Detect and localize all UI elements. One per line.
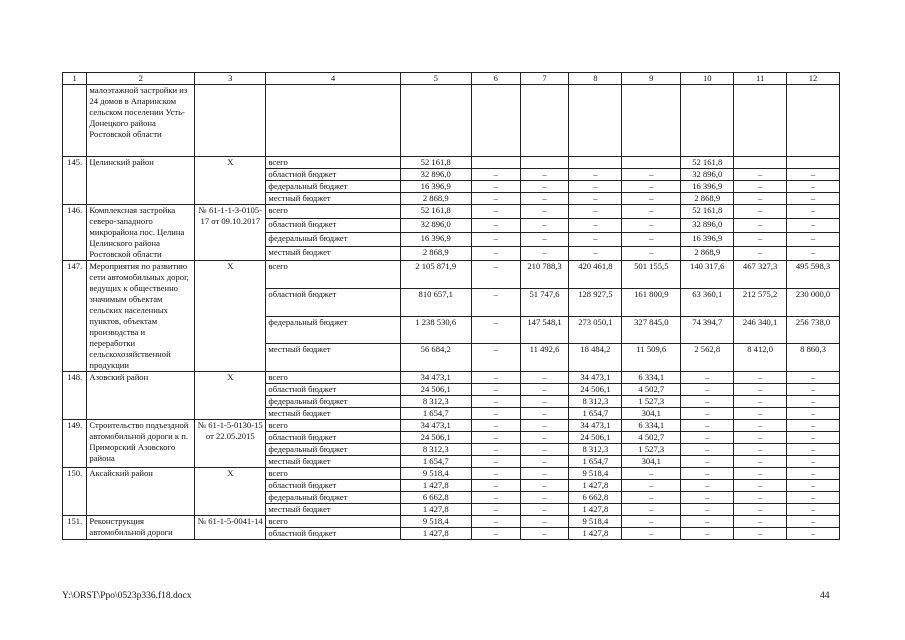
amount-cell: 34 473,1: [400, 372, 471, 384]
amount-cell: –: [569, 219, 622, 233]
document-reference: Х: [195, 261, 266, 372]
amount-cell: –: [787, 444, 840, 456]
table-row: [63, 372, 840, 384]
amount-cell: 32 896,0: [681, 169, 734, 181]
amount-cell: –: [787, 219, 840, 233]
item-name: Азовский район: [87, 372, 195, 420]
funding-source: всего: [266, 157, 400, 169]
amount-cell: –: [734, 528, 787, 540]
amount-cell: 52 161,8: [400, 205, 471, 219]
amount-cell: 9 518,4: [400, 468, 471, 480]
table-row: [63, 261, 840, 289]
amount-cell: –: [787, 420, 840, 432]
funding-source: местный бюджет: [266, 247, 400, 261]
column-number-header: 9: [622, 73, 681, 85]
amount-cell: 32 896,0: [681, 219, 734, 233]
amount-cell: –: [520, 480, 569, 492]
table-row: [63, 516, 840, 528]
amount-cell: –: [787, 432, 840, 444]
amount-cell: 8 860,3: [787, 344, 840, 372]
amount-cell: –: [734, 219, 787, 233]
amount-cell: 2 868,9: [400, 247, 471, 261]
amount-cell: –: [734, 468, 787, 480]
funding-source: всего: [266, 261, 400, 289]
amount-cell: –: [520, 205, 569, 219]
amount-cell: 420 461,8: [569, 261, 622, 289]
amount-cell: [569, 85, 622, 157]
amount-cell: –: [520, 504, 569, 516]
amount-cell: –: [681, 504, 734, 516]
amount-cell: –: [787, 468, 840, 480]
amount-cell: –: [569, 233, 622, 247]
amount-cell: 1 427,8: [569, 528, 622, 540]
amount-cell: 4 502,7: [622, 432, 681, 444]
amount-cell: –: [471, 384, 520, 396]
amount-cell: –: [681, 384, 734, 396]
amount-cell: [681, 85, 734, 157]
amount-cell: –: [471, 420, 520, 432]
amount-cell: –: [734, 432, 787, 444]
amount-cell: 52 161,8: [400, 157, 471, 169]
item-name: Целинский район: [87, 157, 195, 205]
amount-cell: 1 527,3: [622, 444, 681, 456]
amount-cell: –: [622, 193, 681, 205]
table-header-row: [63, 73, 840, 85]
amount-cell: –: [787, 516, 840, 528]
amount-cell: 1 654,7: [569, 408, 622, 420]
footer-page-number: 44: [820, 591, 830, 601]
amount-cell: 2 868,9: [681, 247, 734, 261]
amount-cell: –: [471, 233, 520, 247]
amount-cell: 147 548,1: [520, 316, 569, 344]
amount-cell: –: [622, 233, 681, 247]
amount-cell: –: [622, 205, 681, 219]
amount-cell: 9 518,4: [569, 516, 622, 528]
amount-cell: –: [734, 480, 787, 492]
amount-cell: –: [622, 492, 681, 504]
amount-cell: –: [471, 396, 520, 408]
funding-source: местный бюджет: [266, 344, 400, 372]
amount-cell: –: [787, 504, 840, 516]
amount-cell: –: [471, 193, 520, 205]
column-number-header: 11: [734, 73, 787, 85]
amount-cell: –: [471, 169, 520, 181]
amount-cell: 1 427,8: [569, 480, 622, 492]
amount-cell: 327 845,0: [622, 316, 681, 344]
amount-cell: –: [787, 205, 840, 219]
amount-cell: 6 334,1: [622, 372, 681, 384]
funding-source: областной бюджет: [266, 480, 400, 492]
amount-cell: 56 684,2: [400, 344, 471, 372]
funding-source: областной бюджет: [266, 528, 400, 540]
column-number-header: 6: [471, 73, 520, 85]
amount-cell: 51 747,6: [520, 288, 569, 316]
document-reference: Х: [195, 157, 266, 205]
amount-cell: 1 427,8: [400, 528, 471, 540]
amount-cell: –: [734, 516, 787, 528]
column-number-header: 8: [569, 73, 622, 85]
amount-cell: 246 340,1: [734, 316, 787, 344]
amount-cell: –: [681, 528, 734, 540]
amount-cell: 8 312,3: [569, 444, 622, 456]
amount-cell: 304,1: [622, 408, 681, 420]
amount-cell: –: [787, 247, 840, 261]
amount-cell: –: [681, 492, 734, 504]
amount-cell: –: [787, 480, 840, 492]
amount-cell: 2 868,9: [400, 193, 471, 205]
funding-source: [266, 85, 400, 157]
funding-source: областной бюджет: [266, 384, 400, 396]
amount-cell: –: [471, 247, 520, 261]
amount-cell: –: [520, 233, 569, 247]
funding-source: местный бюджет: [266, 504, 400, 516]
amount-cell: 32 896,0: [400, 219, 471, 233]
amount-cell: 161 800,9: [622, 288, 681, 316]
amount-cell: –: [734, 492, 787, 504]
amount-cell: [471, 85, 520, 157]
item-number: 147.: [63, 261, 87, 372]
funding-source: всего: [266, 420, 400, 432]
amount-cell: –: [787, 372, 840, 384]
amount-cell: –: [787, 169, 840, 181]
amount-cell: 230 000,0: [787, 288, 840, 316]
amount-cell: –: [569, 193, 622, 205]
amount-cell: 1 654,7: [400, 456, 471, 468]
amount-cell: 8 312,3: [400, 444, 471, 456]
amount-cell: –: [520, 516, 569, 528]
amount-cell: 8 312,3: [400, 396, 471, 408]
amount-cell: –: [471, 205, 520, 219]
funding-source: федеральный бюджет: [266, 233, 400, 247]
amount-cell: –: [681, 516, 734, 528]
amount-cell: 74 394,7: [681, 316, 734, 344]
amount-cell: 34 473,1: [569, 420, 622, 432]
funding-source: местный бюджет: [266, 193, 400, 205]
column-number-header: 1: [63, 73, 87, 85]
item-name: малоэтажной застройки из 24 домов в Апаринском сельском поселении Усть-Донецкого района Ростовской области: [87, 85, 195, 157]
amount-cell: 128 927,5: [569, 288, 622, 316]
amount-cell: –: [734, 396, 787, 408]
amount-cell: –: [569, 169, 622, 181]
amount-cell: –: [681, 456, 734, 468]
amount-cell: 4 502,7: [622, 384, 681, 396]
document-reference: № 61-1-5-0041-14: [195, 516, 266, 540]
amount-cell: –: [471, 516, 520, 528]
amount-cell: 467 327,3: [734, 261, 787, 289]
table-row: [63, 205, 840, 219]
budget-table: [62, 72, 840, 540]
document-reference: [195, 85, 266, 157]
table-row: [63, 85, 840, 157]
amount-cell: –: [681, 372, 734, 384]
amount-cell: 140 317,6: [681, 261, 734, 289]
item-number: 145.: [63, 157, 87, 205]
amount-cell: 34 473,1: [400, 420, 471, 432]
amount-cell: –: [520, 193, 569, 205]
amount-cell: –: [520, 408, 569, 420]
amount-cell: –: [471, 408, 520, 420]
amount-cell: 8 312,3: [569, 396, 622, 408]
amount-cell: –: [622, 480, 681, 492]
amount-cell: 6 662,8: [569, 492, 622, 504]
funding-source: местный бюджет: [266, 456, 400, 468]
amount-cell: –: [734, 181, 787, 193]
amount-cell: 24 506,1: [400, 384, 471, 396]
amount-cell: [734, 85, 787, 157]
amount-cell: –: [681, 396, 734, 408]
amount-cell: –: [520, 456, 569, 468]
amount-cell: 11 509,6: [622, 344, 681, 372]
column-number-header: 12: [787, 73, 840, 85]
funding-source: местный бюджет: [266, 408, 400, 420]
amount-cell: 1 654,7: [569, 456, 622, 468]
amount-cell: 210 788,3: [520, 261, 569, 289]
funding-source: областной бюджет: [266, 169, 400, 181]
amount-cell: [787, 85, 840, 157]
column-number-header: 4: [266, 73, 400, 85]
amount-cell: 24 506,1: [400, 432, 471, 444]
item-name: Аксайский район: [87, 468, 195, 516]
amount-cell: [734, 157, 787, 169]
funding-source: всего: [266, 372, 400, 384]
amount-cell: 1 427,8: [400, 480, 471, 492]
table-row: [63, 468, 840, 480]
amount-cell: [400, 85, 471, 157]
funding-source: областной бюджет: [266, 432, 400, 444]
amount-cell: –: [520, 384, 569, 396]
amount-cell: –: [622, 468, 681, 480]
amount-cell: 495 598,3: [787, 261, 840, 289]
amount-cell: 16 396,9: [681, 181, 734, 193]
item-name: Мероприятия по развитию сети автомобильных дорог, ведущих к общественно значимым объектам сельских населенных пунктов, объектам производства и переработки сельскохозяйственной продукции: [87, 261, 195, 372]
amount-cell: –: [734, 456, 787, 468]
amount-cell: 8 412,0: [734, 344, 787, 372]
column-number-header: 2: [87, 73, 195, 85]
amount-cell: –: [787, 181, 840, 193]
amount-cell: –: [734, 444, 787, 456]
amount-cell: –: [569, 205, 622, 219]
amount-cell: 24 506,1: [569, 432, 622, 444]
amount-cell: –: [787, 408, 840, 420]
item-number: 146.: [63, 205, 87, 261]
funding-source: всего: [266, 205, 400, 219]
amount-cell: –: [520, 432, 569, 444]
table-row: [63, 420, 840, 432]
amount-cell: 304,1: [622, 456, 681, 468]
amount-cell: –: [471, 372, 520, 384]
amount-cell: 9 518,4: [400, 516, 471, 528]
amount-cell: –: [471, 261, 520, 289]
amount-cell: –: [622, 181, 681, 193]
amount-cell: –: [622, 247, 681, 261]
amount-cell: [520, 157, 569, 169]
amount-cell: –: [787, 193, 840, 205]
item-number: [63, 85, 87, 157]
amount-cell: –: [787, 528, 840, 540]
amount-cell: 52 161,8: [681, 157, 734, 169]
amount-cell: [520, 85, 569, 157]
amount-cell: 1 427,8: [569, 504, 622, 516]
funding-source: федеральный бюджет: [266, 444, 400, 456]
amount-cell: –: [681, 408, 734, 420]
column-number-header: 10: [681, 73, 734, 85]
amount-cell: –: [471, 492, 520, 504]
funding-source: федеральный бюджет: [266, 492, 400, 504]
column-number-header: 5: [400, 73, 471, 85]
amount-cell: –: [734, 193, 787, 205]
amount-cell: [622, 85, 681, 157]
item-number: 150.: [63, 468, 87, 516]
amount-cell: [569, 157, 622, 169]
amount-cell: –: [471, 504, 520, 516]
funding-source: областной бюджет: [266, 288, 400, 316]
amount-cell: –: [734, 233, 787, 247]
amount-cell: 212 575,2: [734, 288, 787, 316]
funding-source: федеральный бюджет: [266, 396, 400, 408]
amount-cell: 501 155,5: [622, 261, 681, 289]
amount-cell: –: [681, 432, 734, 444]
amount-cell: 6 334,1: [622, 420, 681, 432]
amount-cell: –: [681, 480, 734, 492]
amount-cell: –: [471, 528, 520, 540]
funding-source: федеральный бюджет: [266, 316, 400, 344]
amount-cell: –: [471, 456, 520, 468]
amount-cell: –: [471, 344, 520, 372]
amount-cell: 16 396,9: [681, 233, 734, 247]
amount-cell: –: [471, 432, 520, 444]
document-reference: № 61-1-5-0130-15 от 22.05.2015: [195, 420, 266, 468]
column-number-header: 3: [195, 73, 266, 85]
amount-cell: 1 238 530,6: [400, 316, 471, 344]
funding-source: всего: [266, 516, 400, 528]
footer-file-path: Y:\ORST\Ppo\0523p336.f18.docx: [62, 591, 192, 601]
amount-cell: –: [569, 247, 622, 261]
amount-cell: –: [471, 444, 520, 456]
amount-cell: 16 396,9: [400, 181, 471, 193]
amount-cell: 11 492,6: [520, 344, 569, 372]
amount-cell: –: [520, 372, 569, 384]
amount-cell: [787, 157, 840, 169]
item-number: 148.: [63, 372, 87, 420]
amount-cell: –: [471, 468, 520, 480]
amount-cell: 16 396,9: [400, 233, 471, 247]
amount-cell: –: [734, 420, 787, 432]
amount-cell: –: [622, 504, 681, 516]
column-number-header: 7: [520, 73, 569, 85]
amount-cell: [471, 157, 520, 169]
amount-cell: 1 427,8: [400, 504, 471, 516]
funding-source: областной бюджет: [266, 219, 400, 233]
amount-cell: 273 050,1: [569, 316, 622, 344]
item-name: Строительство подъездной автомобильной дороги к п. Приморский Азовского района: [87, 420, 195, 468]
amount-cell: –: [734, 408, 787, 420]
funding-source: всего: [266, 468, 400, 480]
amount-cell: –: [520, 396, 569, 408]
item-name: Комплексная застройка северо-западного микрорайона пос. Целина Целинского района Ростовской области: [87, 205, 195, 261]
amount-cell: –: [520, 528, 569, 540]
amount-cell: –: [622, 528, 681, 540]
amount-cell: 34 473,1: [569, 372, 622, 384]
funding-source: федеральный бюджет: [266, 181, 400, 193]
amount-cell: –: [471, 480, 520, 492]
amount-cell: –: [787, 396, 840, 408]
amount-cell: –: [520, 219, 569, 233]
amount-cell: 2 562,8: [681, 344, 734, 372]
amount-cell: 810 657,1: [400, 288, 471, 316]
amount-cell: –: [734, 372, 787, 384]
amount-cell: 24 506,1: [569, 384, 622, 396]
amount-cell: –: [787, 233, 840, 247]
document-reference: № 61-1-1-3-0105-17 от 09.10.2017: [195, 205, 266, 261]
amount-cell: –: [734, 384, 787, 396]
amount-cell: –: [734, 247, 787, 261]
amount-cell: –: [734, 504, 787, 516]
amount-cell: 256 738,0: [787, 316, 840, 344]
amount-cell: 6 662,8: [400, 492, 471, 504]
amount-cell: –: [681, 444, 734, 456]
amount-cell: –: [471, 288, 520, 316]
document-reference: Х: [195, 372, 266, 420]
amount-cell: –: [787, 384, 840, 396]
item-name: Реконструкция автомобильной дороги: [87, 516, 195, 540]
amount-cell: 32 896,0: [400, 169, 471, 181]
amount-cell: –: [622, 516, 681, 528]
amount-cell: 1 654,7: [400, 408, 471, 420]
amount-cell: –: [471, 219, 520, 233]
amount-cell: 9 518,4: [569, 468, 622, 480]
table-row: [63, 157, 840, 169]
amount-cell: –: [520, 169, 569, 181]
amount-cell: 63 360,1: [681, 288, 734, 316]
amount-cell: –: [520, 492, 569, 504]
amount-cell: 1 527,3: [622, 396, 681, 408]
amount-cell: –: [734, 205, 787, 219]
amount-cell: –: [471, 181, 520, 193]
amount-cell: –: [520, 420, 569, 432]
amount-cell: –: [622, 169, 681, 181]
amount-cell: –: [520, 247, 569, 261]
amount-cell: –: [520, 444, 569, 456]
amount-cell: –: [569, 181, 622, 193]
amount-cell: –: [681, 468, 734, 480]
amount-cell: 2 105 871,9: [400, 261, 471, 289]
item-number: 151.: [63, 516, 87, 540]
amount-cell: –: [787, 456, 840, 468]
amount-cell: –: [681, 420, 734, 432]
amount-cell: –: [471, 316, 520, 344]
amount-cell: 2 868,9: [681, 193, 734, 205]
amount-cell: –: [734, 169, 787, 181]
amount-cell: –: [622, 219, 681, 233]
amount-cell: [622, 157, 681, 169]
amount-cell: –: [520, 181, 569, 193]
item-number: 149.: [63, 420, 87, 468]
amount-cell: –: [520, 468, 569, 480]
amount-cell: 18 484,2: [569, 344, 622, 372]
amount-cell: –: [787, 492, 840, 504]
amount-cell: 52 161,8: [681, 205, 734, 219]
document-reference: Х: [195, 468, 266, 516]
